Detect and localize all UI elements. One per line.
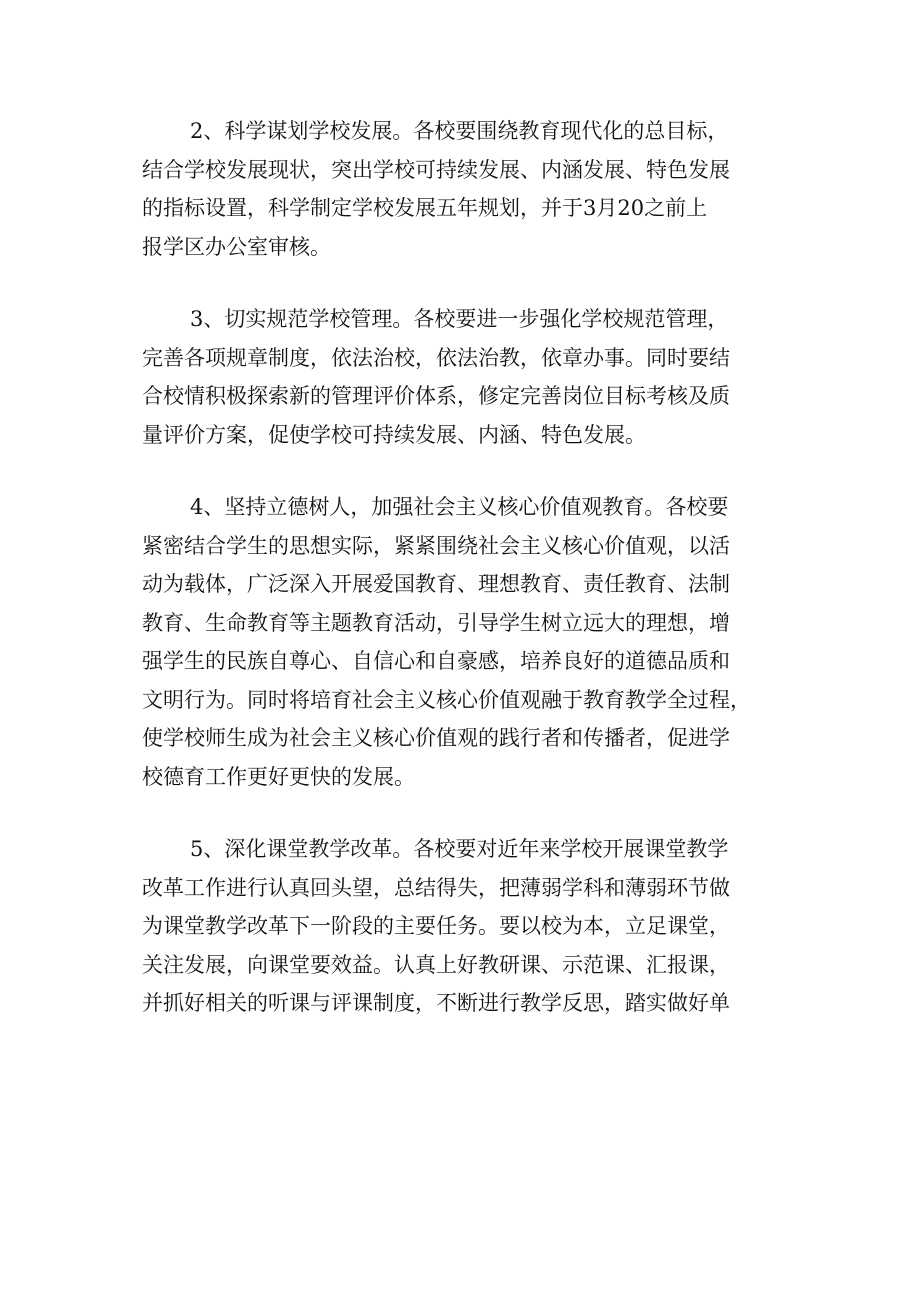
paragraph-line: 文明行为。同时将培育社会主义核心价值观融于教育教学全过程， [142,687,751,712]
paragraph-line: 2、科学谋划学校发展。各校要围绕教育现代化的总目标， [190,119,729,143]
paragraph-item-3 [142,300,782,454]
paragraph-line: 的指标设置，科学制定学校发展五年规划，并于3月20之前上 [142,196,708,220]
paragraph-line: 3、切实规范学校管理。各校要进一步强化学校规范管理， [190,307,729,331]
paragraph-line: 为课堂教学改革下一阶段的主要任务。要以校为本，立足课堂， [142,914,730,938]
paragraph-line: 紧密结合学生的思想实际，紧紧围绕社会主义核心价值观，以活 [142,533,730,558]
paragraph-line: 并抓好相关的听课与评课制度，不断进行教学反思，踏实做好单 [142,991,730,1015]
paragraph-line: 完善各项规章制度，依法治校，依法治教，依章办事。同时要结 [142,345,730,370]
paragraph-line: 动为载体，广泛深入开展爱国教育、理想教育、责任教育、法制 [142,572,730,596]
paragraph-line: 校德育工作更好更快的发展。 [142,764,415,789]
paragraph-line: 结合学校发展现状，突出学校可持续发展、内涵发展、特色发展 [142,157,730,182]
paragraph-item-4 [142,488,782,796]
paragraph-line: 4、坚持立德树人，加强社会主义核心价值观教育。各校要 [190,495,729,519]
paragraph-item-2 [142,112,782,266]
paragraph-line: 报学区办公室审核。 [142,234,331,259]
paragraph-line: 强学生的民族自尊心、自信心和自豪感，培养良好的道德品质和 [142,649,730,673]
paragraph-line: 5、深化课堂教学改革。各校要对近年来学校开展课堂教学 [190,837,729,861]
paragraph-line: 量评价方案，促使学校可持续发展、内涵、特色发展。 [142,422,646,447]
paragraph-line: 关注发展，向课堂要效益。认真上好教研课、示范课、汇报课， [142,952,730,977]
paragraph-line: 改革工作进行认真回头望，总结得失，把薄弱学科和薄弱环节做 [142,875,730,900]
paragraph-line: 使学校师生成为社会主义核心价值观的践行者和传播者，促进学 [142,726,730,750]
paragraph-line: 教育、生命教育等主题教育活动，引导学生树立远大的理想，增 [142,610,730,635]
paragraph-line: 合校情积极探索新的管理评价体系，修定完善岗位目标考核及质 [142,384,730,408]
paragraph-item-5 [142,830,782,1023]
document-body [142,112,782,1057]
